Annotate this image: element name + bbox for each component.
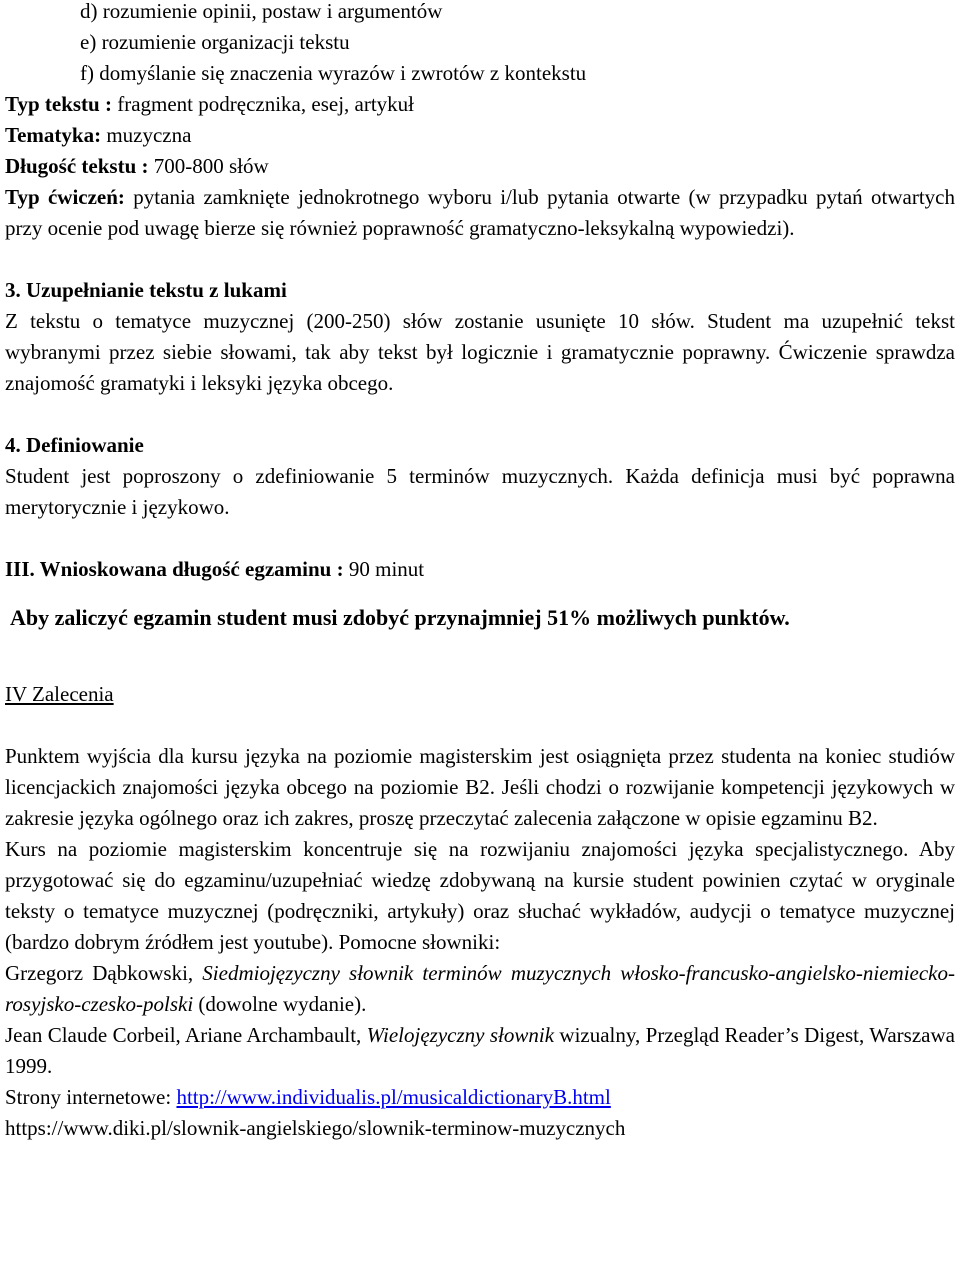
section-4-body: Student jest poproszony o zdefiniowanie 5 terminów muzycznych. Każda definicja musi być poprawna merytorycznie i językowo. (5, 464, 955, 519)
recommendations-paragraph-2: Kurs na poziomie magisterskim koncentruje się na rozwijaniu znajomości języka specjalistycznego. Aby przygotować się do egzaminu/uzupełniać wiedzę zdobywaną na kursie student powinien czytać w oryginale teksty o tematyce muzycznej (podręczniki, artykuły) oraz słuchać wykładów, audycji o tematyce muzycznej (bardzo dobrym źródłem jest youtube). Pomocne słowniki: (5, 837, 955, 954)
section-4-heading: 4. Definiowanie (5, 433, 144, 457)
recommendations-heading: IV Zalecenia (5, 682, 114, 706)
websites-label: Strony internetowe: (5, 1085, 177, 1109)
text-type-line (5, 89, 955, 120)
duration-value: 90 minut (343, 557, 425, 581)
list-item: f) domyślanie się znaczenia wyrazów i zwrotów z kontekstu (80, 61, 587, 85)
list-item: e) rozumienie organizacji tekstu (80, 30, 350, 54)
topic-label: Tematyka: (5, 123, 102, 147)
length-label: Długość tekstu : (5, 154, 149, 178)
section-3-heading: 3. Uzupełnianie tekstu z lukami (5, 278, 287, 302)
website-link-diki: https://www.diki.pl/slownik-angielskiego/slownik-terminow-muzycznych (5, 1116, 626, 1140)
websites-line (5, 1082, 955, 1113)
text-type-value: fragment podręcznika, esej, artykuł (111, 92, 415, 116)
section-3-body: Z tekstu o tematyce muzycznej (200-250) słów zostanie usunięte 10 słów. Student ma uzupełnić tekst wybranymi przez siebie słowami, tak aby tekst był logicznie i gramatycznie poprawny. Ćwiczenie sprawdza znajomość gramatyki i leksyki języka obcego. (5, 309, 955, 395)
list-item: d) rozumienie opinii, postaw i argumentów (80, 0, 443, 23)
duration-line (5, 554, 955, 585)
topic-line (5, 120, 955, 151)
recommendations-paragraph-1: Punktem wyjścia dla kursu języka na poziomie magisterskim jest osiągnięta przez studenta na koniec studiów licencjackich znajomości języka obcego na poziomie B2. Jeśli chodzi o rozwijanie kompetencji językowych w zakresie języka ogólnego oraz ich zakres, proszę przeczytać zalecenia załączone w opisie egzaminu B2. (5, 744, 955, 830)
exercise-type-paragraph (5, 182, 955, 244)
length-line (5, 151, 955, 182)
reference-1: Grzegorz Dąbkowski, Siedmiojęzyczny słownik terminów muzycznych włosko-francusko-angielsko-niemiecko-rosyjsko-czesko-polski (dowolne wydanie). (5, 961, 955, 1016)
reference-1-title: Siedmiojęzyczny słownik terminów muzycznych włosko-francusko-angielsko-niemiecko-rosyjsko-czesko-polski (5, 961, 955, 1016)
reference-2-title: Wielojęzyczny słownik (366, 1023, 555, 1047)
topic-value: muzyczna (101, 123, 192, 147)
pass-requirement-notice: Aby zaliczyć egzamin student musi zdobyć przynajmniej 51% możliwych punktów. (10, 605, 790, 630)
document-page (5, 0, 955, 1144)
website-link-individualis[interactable]: http://www.individualis.pl/musicaldictionaryB.html (176, 1085, 611, 1109)
reference-2: Jean Claude Corbeil, Ariane Archambault, Wielojęzyczny słownik wizualny, Przegląd Reader’s Digest, Warszawa 1999. (5, 1023, 955, 1078)
text-type-label: Typ tekstu : (5, 92, 112, 116)
duration-label: III. Wnioskowana długość egzaminu : (5, 557, 344, 581)
exercise-type-label: Typ ćwiczeń: (5, 185, 125, 209)
length-value: 700-800 słów (148, 154, 269, 178)
exercise-type-value: pytania zamknięte jednokrotnego wyboru i/lub pytania otwarte (w przypadku pytań otwartych przy ocenie pod uwagę bierze się również poprawność gramatyczno-leksykalną wypowiedzi). (5, 185, 955, 240)
